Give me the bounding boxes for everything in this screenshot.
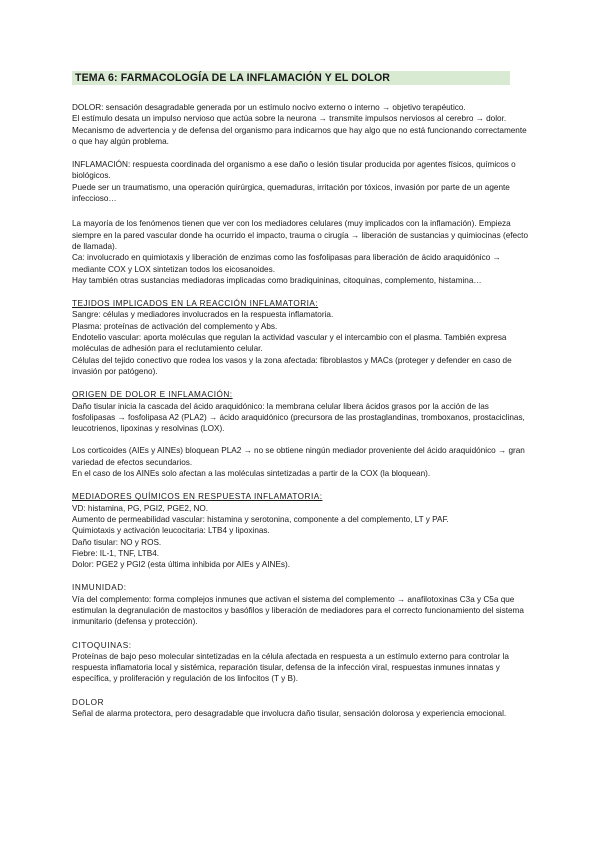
list-item: Aumento de permeabilidad vascular: histamina y serotonina, componente a del complemento, LT y PAF. <box>72 514 449 524</box>
section-heading: INMUNIDAD: <box>72 583 127 593</box>
section-origen <box>72 389 530 479</box>
paragraph: INFLAMACIÓN: respuesta coordinada del organismo a ese daño o lesión tisular producida por agentes físicos, químicos o biológicos. <box>72 160 516 181</box>
section-mediadores-intro <box>72 218 530 286</box>
paragraph: La mayoría de los fenómenos tienen que ver con los mediadores celulares (muy implicados con la inflamación). Empieza siempre en la pared vascular donde ha ocurrido el impacto, trauma o cirugía → liberación de sustancias y quimiocinas (efecto de llamada). <box>72 219 529 251</box>
paragraph: Ca: involucrado en quimiotaxis y liberación de enzimas como las fosfolipasas para liberación de ácido araquidónico → mediante COX y LOX sintetizan todos los eicosanoides. <box>72 253 501 274</box>
paragraph: Los corticoides (AIEs y AINEs) bloquean PLA2 → no se obtiene ningún mediador proveniente del ácido araquidónico → gran variedad de efectos secundarios. <box>72 446 525 467</box>
list-item: Quimiotaxis y activación leucocitaria: LTB4 y lipoxinas. <box>72 526 270 536</box>
document-title: TEMA 6: FARMACOLOGÍA DE LA INFLAMACIÓN Y EL DOLOR <box>72 71 510 85</box>
paragraph: El estímulo desata un impulso nervioso que actúa sobre la neurona → transmite impulsos nerviosos al cerebro → dolor. <box>72 114 507 124</box>
section-heading: MEDIADORES QUÍMICOS EN RESPUESTA INFLAMATORIA: <box>72 492 323 502</box>
section-inflamacion <box>72 159 530 204</box>
paragraph: Proteínas de bajo peso molecular sintetizadas en la célula afectada en respuesta a un estímulo externo para controlar la respuesta inflamatoria local y sistémica, reparación tisular, defensa de la infección viral, respuestas inmunes innatas y específica, y proliferación y regulación de los linfocitos (T y B). <box>72 651 509 684</box>
section-heading: CITOQUINAS: <box>72 640 132 650</box>
paragraph: Daño tisular inicia la cascada del ácido araquidónico: la membrana celular libera ácidos grasos por la acción de las fosfolipasas → fosfolipasa A2 (PLA2) → ácido araquidónico (precursora de las prostaglandinas, tromboxanos, prostaciclinas, leucotrienos, lipoxinas y resolvinas (LOX). <box>72 401 525 434</box>
list-item: VD: histamina, PG, PGI2, PGE2, NO. <box>72 503 209 513</box>
section-tejidos <box>72 298 530 377</box>
section-citoquinas <box>72 640 530 685</box>
paragraph: En el caso de los AINEs solo afectan a las moléculas sintetizadas a partir de la COX (la bloquean). <box>72 469 431 479</box>
list-item: Daño tisular: NO y ROS. <box>72 537 162 547</box>
spacer <box>72 434 530 445</box>
paragraph: Señal de alarma protectora, pero desagradable que involucra daño tisular, sensación dolorosa y experiencia emocional. <box>72 709 507 719</box>
section-heading: DOLOR <box>72 697 105 707</box>
paragraph: DOLOR: sensación desagradable generada por un estímulo nocivo externo o interno → objetivo terapéutico. <box>72 103 466 112</box>
paragraph: Sangre: células y mediadores involucrados en la respuesta inflamatoria. <box>72 310 334 320</box>
list-item: Fiebre: IL-1, TNF, LTB4. <box>72 548 160 558</box>
section-inmunidad <box>72 582 530 627</box>
paragraph: Plasma: proteínas de activación del complemento y Abs. <box>72 321 278 331</box>
list-item: Dolor: PGE2 y PGI2 (esta última inhibida por AIEs y AINEs). <box>72 560 290 570</box>
paragraph: Vía del complemento: forma complejos inmunes que activan el sistema del complemento → anafilotoxinas C3a y C5a que estimulan la degranulación de mastocitos y basófilos y liberación de mediadores para el correcto funcionamiento del sistema inmunitario (defensa y protección). <box>72 594 524 627</box>
section-mediadores-quimicos <box>72 491 530 570</box>
paragraph: Hay también otras sustancias mediadoras implicadas como bradiquininas, citoquinas, complemento, histamina… <box>72 275 482 285</box>
section-heading: ORIGEN DE DOLOR E INFLAMACIÓN: <box>72 390 233 400</box>
paragraph: Mecanismo de advertencia y de defensa del organismo para indicarnos que hay algo que no está funcionando correctamente o que hay algún problema. <box>72 125 527 146</box>
section-dolor <box>72 697 530 720</box>
section-heading: TEJIDOS IMPLICADOS EN LA REACCIÓN INFLAMATORIA: <box>72 299 319 309</box>
section-dolor-intro <box>72 102 530 147</box>
paragraph: Células del tejido conectivo que rodea los vasos y la zona afectada: fibroblastos y MACs (proteger y defender en caso de invasión por patógeno). <box>72 355 512 376</box>
paragraph: Endotelio vascular: aporta moléculas que regulan la actividad vascular y el intercambio con el plasma. También expresa moléculas de adhesión para el reclutamiento celular. <box>72 333 507 354</box>
paragraph: Puede ser un traumatismo, una operación quirúrgica, quemaduras, irritación por tóxicos, invasión por parte de un agente infeccioso… <box>72 182 510 204</box>
